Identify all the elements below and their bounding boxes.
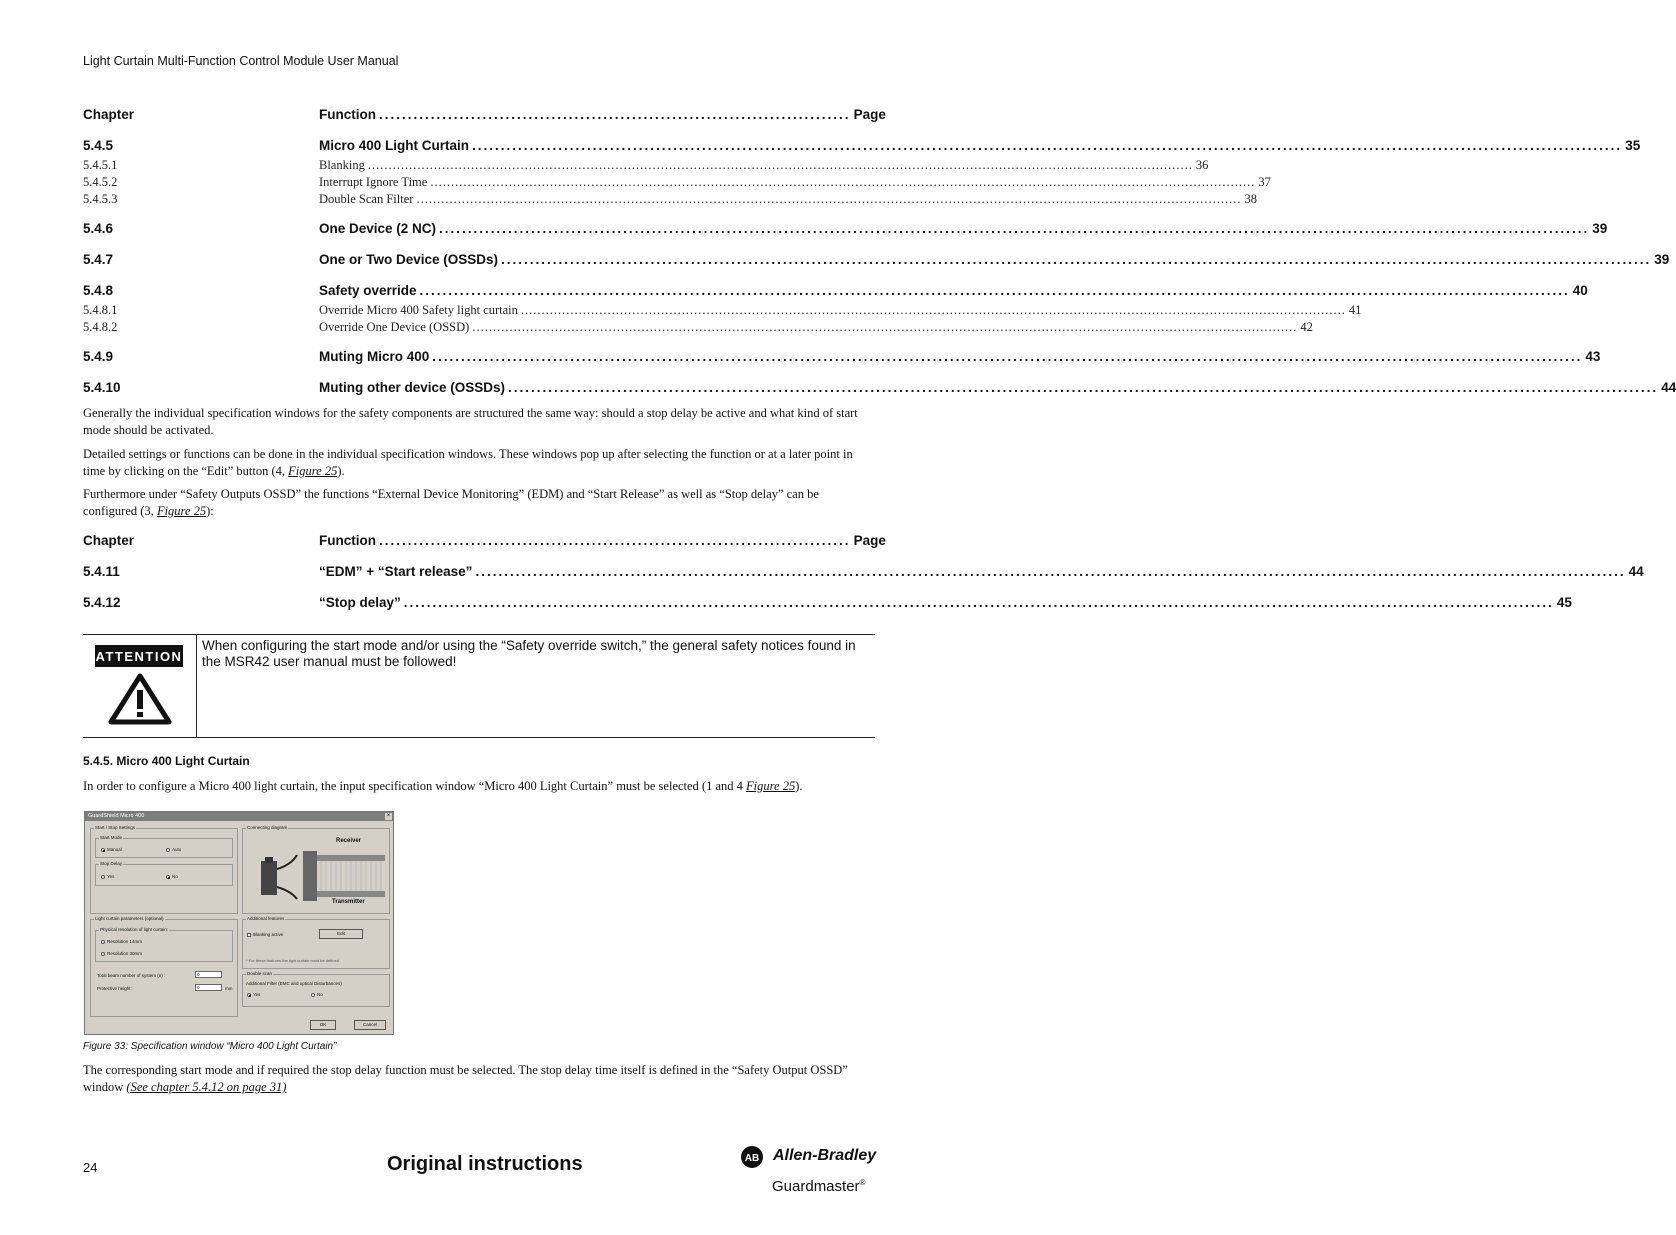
- toc-page-number: 39: [1592, 221, 1608, 236]
- paragraph-2: [83, 446, 875, 480]
- toc-col-chapter: Chapter: [83, 533, 135, 548]
- toc-chapter-number: 5.4.9: [83, 349, 114, 364]
- toc-chapter-number: 5.4.8: [83, 283, 114, 298]
- toc-function-title: Override One Device (OSSD): [319, 320, 470, 334]
- toc-row[interactable]: 5.4.7 One or Two Device (OSSDs) ........................................................................................................................................................................................................ 39: [83, 252, 1670, 267]
- toc-function-title: One Device (2 NC): [319, 221, 437, 236]
- figure-25-link[interactable]: Figure 25: [746, 779, 796, 793]
- toc-row[interactable]: 5.4.10 Muting other device (OSSDs) ........................................................................................................................................................................................................ 44: [83, 380, 1676, 395]
- brand-name: Allen-Bradley: [773, 1147, 877, 1164]
- toc-page-number: 38: [1244, 192, 1257, 206]
- toc-chapter-number: 5.4.5.2: [83, 175, 118, 189]
- attention-notice: [83, 634, 875, 738]
- radio-label: Yes: [253, 992, 261, 997]
- toc-header-row: Chapter Function .................................................................................. Page: [83, 533, 886, 548]
- total-beam-input[interactable]: 0: [195, 971, 222, 978]
- toc-chapter-number: 5.4.11: [83, 564, 120, 579]
- paragraph-3-text: Furthermore under “Safety Outputs OSSD” the functions “External Device Monitoring” (EDM) and “Start Release” as well as “Stop delay” can be configured (3,: [83, 487, 819, 518]
- double-scan-no-radio[interactable]: [311, 992, 323, 997]
- toc-page-number: 43: [1585, 349, 1601, 364]
- toc-row[interactable]: 5.4.8.1 Override Micro 400 Safety light curtain ........................................................................................................................................................................................................ 41: [83, 303, 1362, 317]
- group-label: Physical resolution of light curtain:: [100, 927, 169, 932]
- resolution-14mm-radio[interactable]: [101, 939, 142, 944]
- stop-delay-group: [95, 861, 233, 886]
- toc-function-title: Micro 400 Light Curtain: [319, 138, 470, 153]
- cancel-button[interactable]: Cancel: [354, 1020, 386, 1030]
- physical-resolution-group: [95, 927, 233, 962]
- radio-label: Resolution 30mm: [107, 951, 143, 956]
- protective-height-label: Protective height:: [97, 986, 132, 991]
- toc-col-function: Function: [319, 107, 376, 122]
- section-heading: 5.4.5. Micro 400 Light Curtain: [83, 754, 250, 768]
- toc-row[interactable]: 5.4.5.1 Blanking ........................................................................................................................................................................................................ 36: [83, 158, 1209, 172]
- toc-chapter-number: 5.4.5: [83, 138, 114, 153]
- close-icon[interactable]: ×: [386, 813, 391, 819]
- toc-row[interactable]: 5.4.8 Safety override ........................................................................................................................................................................................................ 40: [83, 283, 1588, 298]
- paragraph-3-end: ):: [206, 504, 214, 518]
- toc-function-title: “Stop delay”: [319, 595, 401, 610]
- footer-title: Original instructions: [387, 1153, 583, 1175]
- figure-caption: Figure 33: Specification window “Micro 400 Light Curtain”: [83, 1041, 337, 1052]
- toc-function-title: Blanking: [319, 158, 365, 172]
- stop-delay-yes-radio[interactable]: [101, 874, 114, 879]
- window-title: GuardShield Micro 400: [88, 813, 145, 819]
- attention-text: When configuring the start mode and/or using the “Safety override switch,” the general safety notices found in the MSR42 user manual must be followed!: [202, 638, 856, 669]
- toc-chapter-number: 5.4.10: [83, 380, 121, 395]
- toc-page-number: 41: [1348, 303, 1362, 317]
- transmitter-label: Transmitter: [332, 899, 365, 905]
- window-titlebar: [85, 812, 393, 821]
- group-label: Connecting diagram: [247, 825, 288, 830]
- toc-chapter-number: 5.4.8.1: [83, 303, 118, 317]
- toc-page-number: 37: [1258, 175, 1271, 189]
- figure-25-link[interactable]: Figure 25: [288, 464, 338, 478]
- start-mode-auto-radio[interactable]: [166, 847, 181, 852]
- product-label: Guardmaster: [772, 1178, 860, 1195]
- blanking-active-checkbox[interactable]: [247, 932, 283, 937]
- toc-page-number: 35: [1625, 138, 1641, 153]
- radio-label: Auto: [172, 847, 182, 852]
- radio-label: Manual: [107, 847, 122, 852]
- toc-col-page: Page: [853, 533, 886, 548]
- toc-chapter-number: 5.4.5.3: [83, 192, 118, 206]
- toc-header-row: Chapter Function .................................................................................. Page: [83, 107, 886, 122]
- attention-badge: ATTENTION: [95, 645, 183, 667]
- group-label: Double scan: [247, 971, 273, 976]
- toc-page-number: 44: [1628, 564, 1644, 579]
- group-label: Light curtain parameters (optional): [95, 916, 164, 921]
- toc-function-title: Interrupt Ignore Time: [319, 175, 428, 189]
- start-mode-group: [95, 835, 233, 858]
- toc-page-number: 36: [1195, 158, 1209, 172]
- group-label: Start Mode: [100, 835, 123, 840]
- double-scan-group: [242, 971, 390, 1007]
- checkbox-label: Blanking active: [253, 932, 284, 937]
- chapter-reference-link[interactable]: (See chapter 5.4.12 on page 31): [126, 1080, 287, 1094]
- product-name: [772, 1178, 865, 1195]
- ok-button[interactable]: OK: [310, 1020, 336, 1030]
- attention-divider: [196, 635, 197, 737]
- svg-text:AB: AB: [744, 1153, 760, 1164]
- toc-col-page: Page: [853, 107, 886, 122]
- toc-page-number: 40: [1572, 283, 1588, 298]
- toc-row[interactable]: 5.4.5 Micro 400 Light Curtain ........................................................................................................................................................................................................ 35: [83, 138, 1641, 153]
- toc-row[interactable]: 5.4.6 One Device (2 NC) ........................................................................................................................................................................................................ 39: [83, 221, 1608, 236]
- toc-function-title: Double Scan Filter: [319, 192, 414, 206]
- light-curtain-diagram: [243, 829, 389, 913]
- toc-function-title: One or Two Device (OSSDs): [319, 252, 499, 267]
- figure-25-link[interactable]: Figure 25: [156, 504, 207, 518]
- receiver-label: Receiver: [336, 838, 362, 844]
- mm-unit-label: mm: [225, 986, 233, 991]
- toc-function-title: “EDM” + “Start release”: [319, 564, 473, 579]
- group-label: Additional features: [247, 916, 285, 921]
- section-intro: [83, 778, 875, 795]
- light-curtain-params-group: [90, 916, 238, 1017]
- section-intro-text: In order to configure a Micro 400 light curtain, the input specification window “Micro 400 Light Curtain” must be selected (1 and 4: [83, 779, 747, 793]
- toc-page-number: 45: [1556, 595, 1572, 610]
- protective-height-input[interactable]: 0: [195, 984, 222, 991]
- resolution-30mm-radio[interactable]: [101, 951, 142, 956]
- additional-features-group: [242, 916, 390, 969]
- start-mode-manual-radio[interactable]: [101, 847, 122, 852]
- paragraph-2-end: ).: [337, 464, 345, 478]
- edit-button[interactable]: Edit: [319, 929, 363, 939]
- double-scan-yes-radio[interactable]: [247, 992, 260, 997]
- toc-chapter-number: 5.4.8.2: [83, 320, 118, 334]
- toc-chapter-number: 5.4.5.1: [83, 158, 118, 172]
- page-number: 24: [83, 1160, 98, 1175]
- closing-paragraph: [83, 1062, 875, 1096]
- paragraph-3: [83, 486, 875, 520]
- stop-delay-no-radio[interactable]: [166, 874, 178, 879]
- registered-mark: ®: [859, 1178, 866, 1187]
- connecting-diagram-group: [242, 825, 390, 914]
- toc-page-number: 39: [1654, 252, 1670, 267]
- group-label: Stop Delay: [100, 861, 123, 866]
- radio-label: No: [172, 874, 178, 879]
- radio-label: No: [317, 992, 323, 997]
- micro400-spec-window: [84, 811, 394, 1035]
- toc-chapter-number: 5.4.7: [83, 252, 114, 267]
- section-intro-end: ).: [795, 779, 803, 793]
- toc-chapter-number: 5.4.12: [83, 595, 121, 610]
- paragraph-1: Generally the individual specification windows for the safety components are structured the same way: should a stop delay be active and what kind of start mode should be activated.: [83, 406, 858, 437]
- toc-row[interactable]: 5.4.11 “EDM” + “Start release” ........................................................................................................................................................................................................ 44: [83, 564, 1644, 579]
- toc-col-chapter: Chapter: [83, 107, 135, 122]
- toc-page-number: 42: [1300, 320, 1313, 334]
- features-note: * For these features the light curtain must be defined: [246, 958, 339, 963]
- toc-col-function: Function: [319, 533, 376, 548]
- toc-function-title: Muting Micro 400: [319, 349, 430, 364]
- toc-row[interactable]: 5.4.12 “Stop delay” ........................................................................................................................................................................................................ 45: [83, 595, 1572, 610]
- radio-label: Yes: [107, 874, 115, 879]
- start-stop-settings-group: [90, 825, 238, 914]
- group-label: Start / Stop Settings: [95, 825, 136, 830]
- toc-function-title: Muting other device (OSSDs): [319, 380, 506, 395]
- closing-text: The corresponding start mode and if required the stop delay function must be selected. The stop delay time itself is defined in the “Safety Output OSSD” window: [83, 1063, 848, 1094]
- toc-row[interactable]: 5.4.8.2 Override One Device (OSSD) ........................................................................................................................................................................................................ 42: [83, 320, 1313, 334]
- toc-row[interactable]: 5.4.5.2 Interrupt Ignore Time ........................................................................................................................................................................................................ 37: [83, 175, 1271, 189]
- toc-page-number: 44: [1661, 380, 1676, 395]
- allen-bradley-logo-icon: [740, 1145, 764, 1169]
- toc-chapter-number: 5.4.6: [83, 221, 114, 236]
- toc-function-title: Override Micro 400 Safety light curtain: [319, 303, 518, 317]
- radio-label: Resolution 14mm: [107, 939, 143, 944]
- toc-function-title: Safety override: [319, 283, 417, 298]
- document-header: Light Curtain Multi-Function Control Module User Manual: [83, 54, 399, 68]
- toc-row[interactable]: 5.4.5.3 Double Scan Filter ........................................................................................................................................................................................................ 38: [83, 192, 1257, 206]
- toc-row[interactable]: 5.4.9 Muting Micro 400 ........................................................................................................................................................................................................ 43: [83, 349, 1601, 364]
- paragraph-2-text: Detailed settings or functions can be done in the individual specification windows. These windows pop up after selecting the function or at a later point in time by clicking on the “Edit” button (4,: [83, 447, 853, 478]
- additional-filter-label: Additional Filter (EMC and optical Disturbances): [246, 981, 342, 986]
- total-beam-label: Total beam number of system (n) :: [97, 973, 166, 978]
- warning-triangle-icon: [108, 673, 172, 725]
